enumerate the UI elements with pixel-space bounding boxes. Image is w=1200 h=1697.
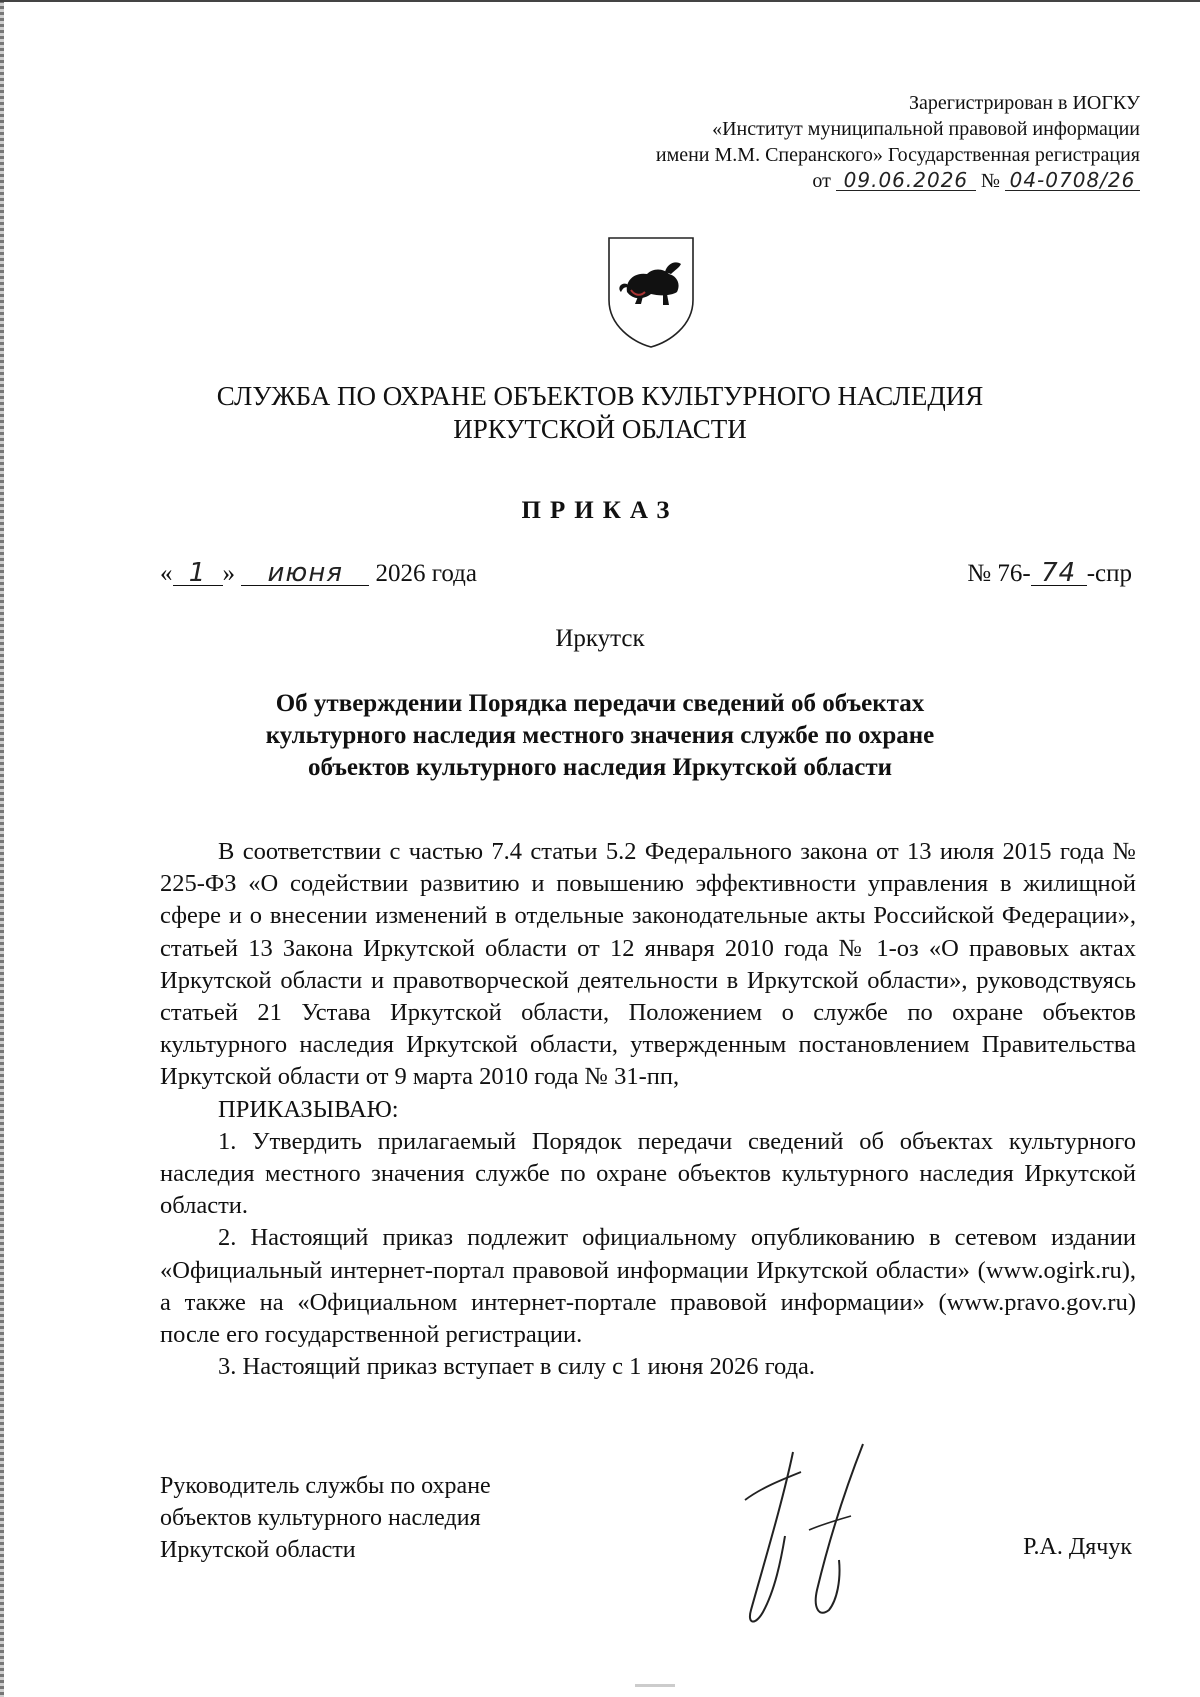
registration-number-prefix: № [980,170,1000,192]
order-number-prefix: № 76- [967,560,1031,587]
scan-top-border [0,0,1200,2]
handwritten-signature [725,1440,895,1640]
registration-date-prefix: от [812,170,831,192]
order-verb: ПРИКАЗЫВАЮ: [218,1095,399,1123]
document-title [180,688,1020,784]
document-body [160,836,1136,1383]
registration-number: 04-0708/26 [1005,170,1140,191]
order-item-3: 3. Настоящий приказ вступает в силу с 1 июня 2026 года. [218,1353,816,1381]
order-month: июня [241,561,369,586]
order-number-handwritten: 74 [1031,561,1087,586]
registration-date: 09.06.2026 [836,170,976,191]
document-type: ПРИКАЗ [521,497,679,524]
registration-line: имени М.М. Сперанского» Государственная регистрация [655,144,1140,166]
position-line: Руководитель службы по охране [160,1473,491,1499]
order-item-1: 1. Утвердить прилагаемый Порядок передачи сведений об объектах культурного наследия местного значения службе по охране объектов культурного наследия Иркутской области. [160,1127,1136,1220]
position-line: Иркутской области [160,1537,356,1563]
order-number-suffix: -спр [1086,560,1132,587]
organization-line: СЛУЖБА ПО ОХРАНЕ ОБЪЕКТОВ КУЛЬТУРНОГО НАСЛЕДИЯ [216,381,984,411]
registration-date-number [500,168,1140,194]
order-date [160,560,477,588]
signatory-position [160,1470,491,1566]
registration-line: «Институт муниципальной правовой информации [712,118,1140,140]
scan-artifact [635,1684,675,1687]
coat-of-arms-icon [605,234,697,350]
position-line: объектов культурного наследия [160,1505,481,1531]
preamble-paragraph: В соответствии с частью 7.4 статьи 5.2 Федерального закона от 13 июля 2015 года № 225-ФЗ «О содействии развитию и повышению эффективности управления в жилищной сфере и о внесении изменений в отдельные законодательные акты Российской Федерации», статьей 13 Закона Иркутской области от 12 января 2010 года № 1-оз «О правовых актах Иркутской области и правотворческой деятельности в Иркутской области», руководствуясь статьей 21 Устава Иркутской области, Положением о службе по охране объектов культурного наследия Иркутской области, утвержденным постановлением Правительства Иркутской области от 9 марта 2010 года № 31-пп, [160,838,1136,1091]
organization-name [100,380,1100,446]
registration-line: Зарегистрирован в ИОГКУ [909,92,1140,114]
date-close-quote: » [222,560,235,587]
title-line: объектов культурного наследия Иркутской области [307,754,893,781]
organization-line: ИРКУТСКОЙ ОБЛАСТИ [453,414,747,444]
date-open-quote: « [160,560,173,587]
city: Иркутск [555,625,645,652]
order-day: 1 [173,561,223,586]
scan-edge [0,0,4,1697]
signatory-name: Р.А. Дячук [1023,1534,1132,1560]
order-year: 2026 года [375,560,477,587]
registration-stamp [500,90,1140,194]
title-line: культурного наследия местного значения службе по охране [265,722,935,749]
title-line: Об утверждении Порядка передачи сведений об объектах [275,690,925,717]
order-number [967,560,1132,588]
order-item-2: 2. Настоящий приказ подлежит официальному опубликованию в сетевом издании «Официальный интернет-портал правовой информации Иркутской области» (www.ogirk.ru), а также на «Официальном интернет-портале правовой информации» (www.pravo.gov.ru) после его государственной регистрации. [160,1224,1136,1349]
